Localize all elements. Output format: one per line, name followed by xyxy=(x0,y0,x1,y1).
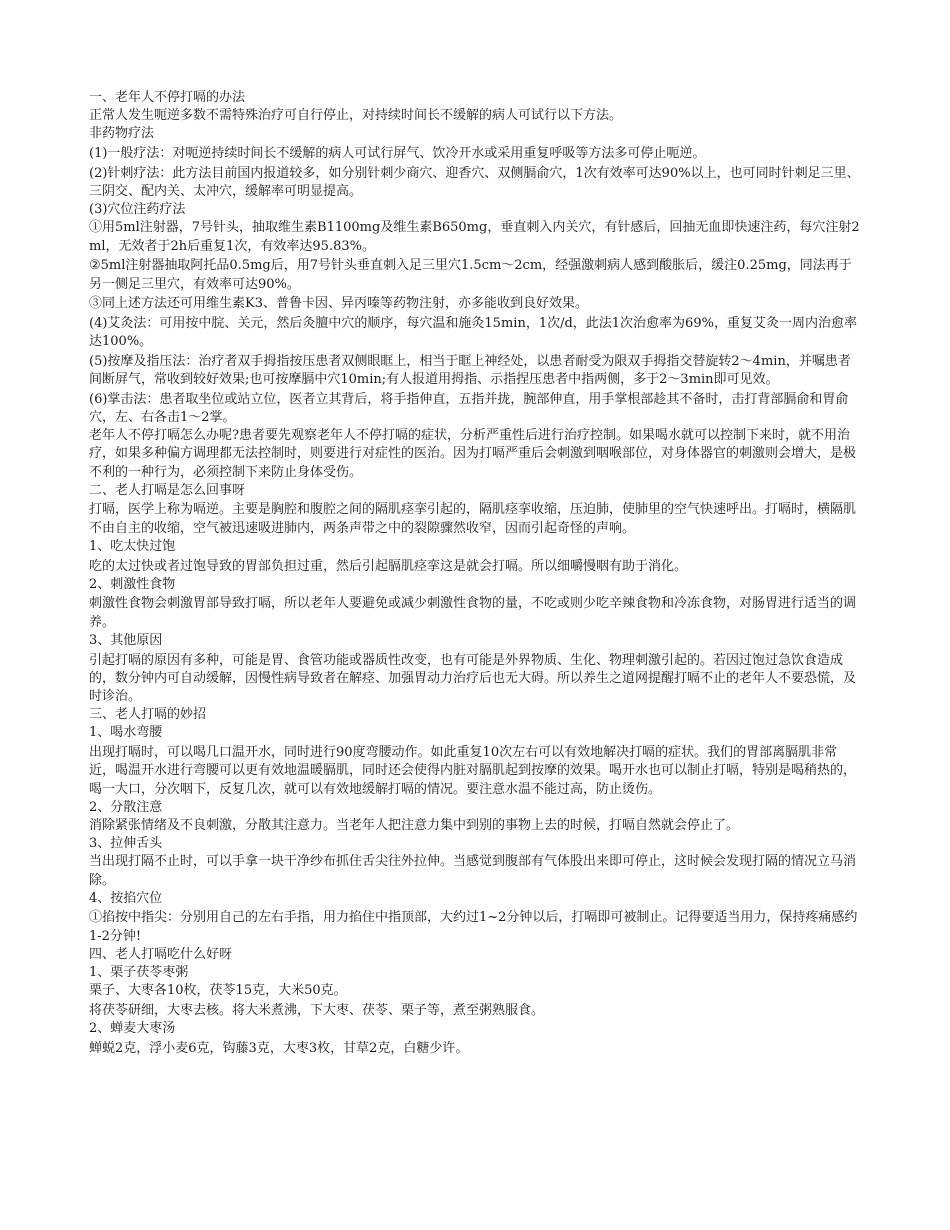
paragraph: 正常人发生呃逆多数不需特殊治疗可自行停止，对持续时间长不缓解的病人可试行以下方法。 xyxy=(89,108,623,124)
subheading-recipe-1: 1、栗子茯苓枣粥 xyxy=(89,965,189,981)
subheading-drink-water-bend: 1、喝水弯腰 xyxy=(89,725,163,741)
paragraph-press-middle-finger: ①掐按中指尖：分别用自己的左右手指，用力掐住中指顶部，大约过1~2分钟以后，打嗝即可被制止。记得要适当用力，保持疼痛感约1-2分钟! xyxy=(89,910,858,944)
section-heading-4: 四、老人打嗝吃什么好呀 xyxy=(89,946,233,962)
subheading-press-acupoints: 4、按掐穴位 xyxy=(89,890,163,906)
subheading-recipe-2: 2、蝉麦大枣汤 xyxy=(89,1021,176,1037)
paragraph-distraction: 消除紧张情绪及不良刺激，分散其注意力。当老年人把注意力集中到别的事物上去的时候，打嗝自然就会停止了。 xyxy=(89,817,740,833)
section-heading-3: 三、老人打嗝的妙招 xyxy=(89,707,207,723)
subheading-distraction: 2、分散注意 xyxy=(89,799,163,815)
paragraph-recipe-2-ingredients: 蝉蜕2克，浮小麦6克，钩藤3克，大枣3枚，甘草2克，白糖少许。 xyxy=(89,1040,469,1056)
section-heading-1: 一、老年人不停打嗝的办法 xyxy=(89,90,246,105)
paragraph-massage: (5)按摩及指压法：治疗者双手拇指按压患者双侧眼眶上，相当于眶上神经处，以患者耐受为限双手拇指交替旋转2～4min，并嘱患者间断屏气，常收到较好效果;也可按摩膈中穴10min;有人报道用拇指、示指捏压患者中指两侧，多于2～3min即可见效。 xyxy=(89,353,851,388)
paragraph-palm-strike: (6)掌击法：患者取坐位或站立位，医者立其背后，将手指伸直，五指并拢，腕部伸直，用手掌根部趁其不备时，击打背部膈俞和胃俞穴，左、右各击1～2掌。 xyxy=(89,391,849,425)
paragraph-general-therapy: (1)一般疗法：对呃逆持续时间长不缓解的病人可试行屏气、饮冷开水或采用重复呼吸等方法多可停止呃逆。 xyxy=(89,146,706,162)
paragraph-injection-1: ①用5ml注射器，7号针头，抽取维生素B1100mg及维生素B650mg，垂直刺入内关穴，有针感后，回抽无血即快速注药，每穴注射2ml，无效者于2h后重复1次，有效率达95.83%。 xyxy=(89,220,860,254)
paragraph-drink-water-bend: 出现打嗝时，可以喝几口温开水，同时进行90度弯腰动作。如此重复10次左右可以有效地解决打嗝的症状。我们的胃部离膈肌非常近，喝温开水进行弯腰可以更有效地温暖膈肌，同时还会使得内脏对膈肌起到按摩的效果。喝开水也可以制止打嗝，特别是喝稍热的，喝一大口，分次咽下，反复几次，就可以有效地缓解打嗝的情况。要注意水温不能过高，防止烫伤。 xyxy=(89,745,857,797)
paragraph-other-causes: 引起打嗝的原因有多种，可能是胃、食管功能或器质性改变，也有可能是外界物质、生化、物理刺激引起的。若因过饱过急饮食造成的，数分钟内可自动缓解，因慢性病导致者在解痉、加强胃动力治疗后也无大碍。所以养生之道网提醒打嗝不止的老年人不要恐慌，及时诊治。 xyxy=(89,652,857,704)
subheading-other-causes: 3、其他原因 xyxy=(89,632,163,648)
paragraph-acupuncture: (2)针刺疗法：此方法目前国内报道较多，如分别针刺少商穴、迎香穴、双侧膈俞穴，1次有效率可达90%以上，也可同时针刺足三里、三阴交、配内关、太冲穴，缓解率可明显提高。 xyxy=(89,165,860,200)
paragraph-eating-fast: 吃的太过快或者过饱导致的胃部负担过重，然后引起膈肌痉挛这是就会打嗝。所以细嚼慢咽有助于消化。 xyxy=(89,558,688,574)
paragraph-summary: 老年人不停打嗝怎么办呢?患者要先观察老年人不停打嗝的症状，分析严重性后进行治疗控制。如果喝水就可以控制下来时，就不用治疗，如果多种偏方调理都无法控制时，则要进行对症性的医治。因为打嗝严重后会刺激到咽喉部位，对身体器官的刺激则会增大，是极不利的一种行为，必须控制下来防止身体受伤。 xyxy=(89,428,857,480)
paragraph-stretch-tongue: 当出现打隔不止时，可以手拿一块干净纱布抓住舌尖往外拉伸。当感觉到腹部有气体股出来即可停止，这时候会发现打隔的情况立马消除。 xyxy=(89,854,857,888)
paragraph-injection-3: ③同上述方法还可用维生素K3、普鲁卡因、异丙嗪等药物注射，亦多能收到良好效果。 xyxy=(89,296,588,312)
paragraph-injection-2: ②5ml注射器抽取阿托品0.5mg后，用7号针头垂直刺入足三里穴1.5cm～2cm，经强激刺病人感到酸胀后，缓注0.25mg，同法再于另一侧足三里穴，有效率可达90%。 xyxy=(89,258,852,292)
document-body xyxy=(89,89,861,1058)
section-heading-2: 二、老人打嗝是怎么回事呀 xyxy=(89,482,246,498)
subheading-non-drug-therapy: 非药物疗法 xyxy=(89,126,155,142)
paragraph-moxibustion: (4)艾灸法：可用按中脘、关元，然后灸膻中穴的顺序，每穴温和施灸15min，1次/d，此法1次治愈率为69%，重复艾灸一周内治愈率达100%。 xyxy=(89,315,857,350)
subheading-eating-fast: 1、吃太快过饱 xyxy=(89,538,176,554)
paragraph-irritating-food: 刺激性食物会刺激胃部导致打嗝，所以老年人要避免或减少刺激性食物的量，不吃或则少吃辛辣食物和冷冻食物，对肠胃进行适当的调养。 xyxy=(89,596,857,630)
paragraph-recipe-1-ingredients: 栗子、大枣各10枚，茯苓15克，大米50克。 xyxy=(89,983,347,999)
paragraph-recipe-1-method: 将茯苓研细，大枣去核。将大米煮沸，下大枣、茯苓、栗子等，煮至粥熟服食。 xyxy=(89,1002,545,1018)
subheading-acupoint-injection: (3)穴位注药疗法 xyxy=(89,202,186,218)
subheading-irritating-food: 2、刺激性食物 xyxy=(89,576,176,592)
subheading-stretch-tongue: 3、拉伸舌头 xyxy=(89,836,163,852)
paragraph-hiccup-definition: 打嗝，医学上称为嗝逆。主要是胸腔和腹腔之间的隔肌痉挛引起的，隔肌痉挛收缩，压迫肺，使肺里的空气快速呼出。打嗝时，横隔肌不由自主的收缩，空气被迅速吸进肺内，两条声带之中的裂隙骤然收窄，因而引起奇怪的声响。 xyxy=(89,502,857,536)
